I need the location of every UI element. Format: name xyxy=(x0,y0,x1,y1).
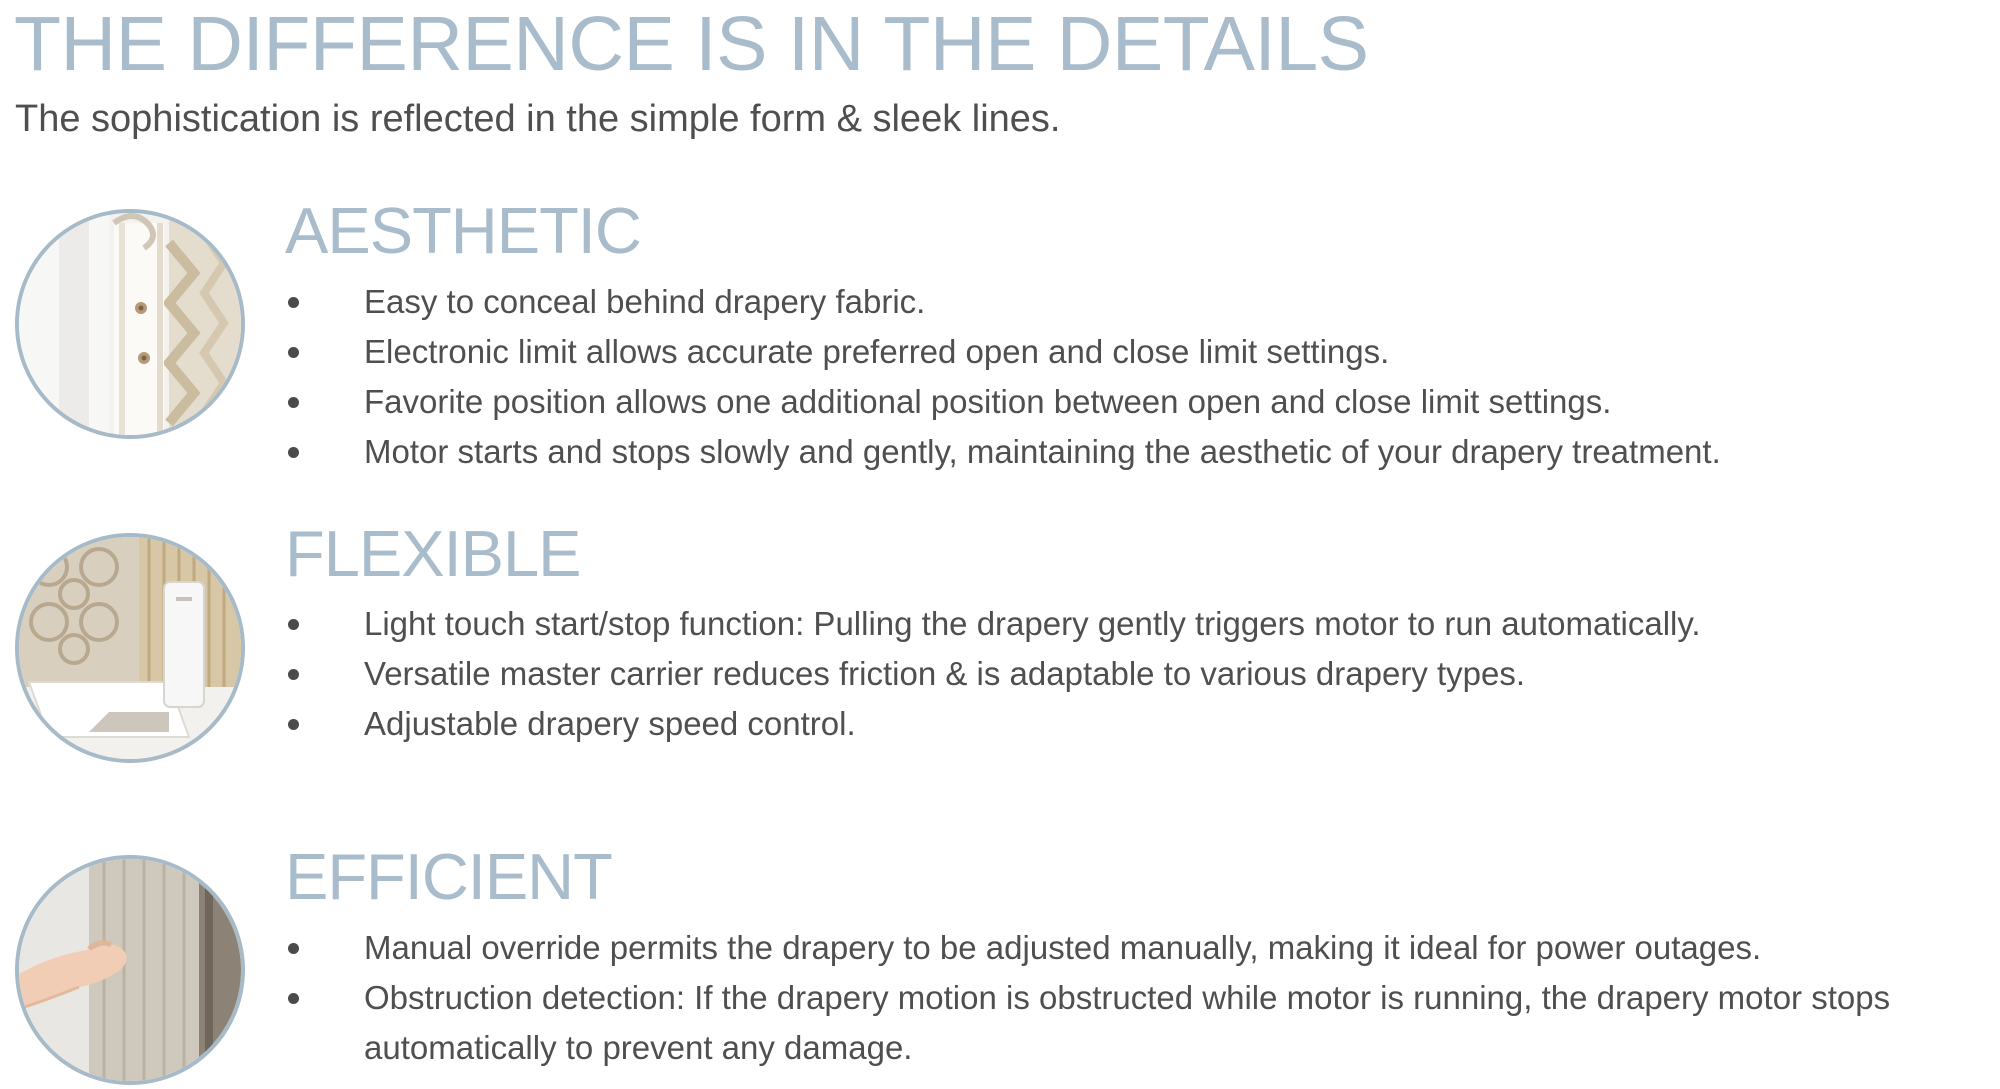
bullet-dot-icon xyxy=(288,993,299,1004)
bullet-dot-icon xyxy=(288,347,299,358)
bullet-dot-icon xyxy=(288,297,299,308)
bullet-dot-icon xyxy=(288,619,299,630)
aesthetic-bullet-list xyxy=(285,277,1984,477)
list-item xyxy=(285,327,1984,377)
list-item xyxy=(285,427,1984,477)
section-title-flexible: FLEXIBLE xyxy=(285,517,581,590)
list-item-text: Obstruction detection: If the drapery motion is obstructed while motor is running, the drapery motor stops automatically to prevent any damage. xyxy=(364,979,1891,1066)
list-item-text: Versatile master carrier reduces friction & is adaptable to various drapery types. xyxy=(364,655,1526,692)
list-item-text: Easy to conceal behind drapery fabric. xyxy=(364,283,926,320)
list-item xyxy=(285,649,1984,699)
bullet-dot-icon xyxy=(288,397,299,408)
list-item xyxy=(285,923,1984,973)
list-item xyxy=(285,973,1984,1073)
bullet-dot-icon xyxy=(288,669,299,680)
list-item xyxy=(285,277,1984,327)
bullet-dot-icon xyxy=(288,447,299,458)
efficient-bullet-list xyxy=(285,923,1984,1073)
list-item-text: Manual override permits the drapery to be adjusted manually, making it ideal for power outages. xyxy=(364,929,1762,966)
bullet-dot-icon xyxy=(288,943,299,954)
list-item-text: Adjustable drapery speed control. xyxy=(364,705,856,742)
flexible-bullet-list xyxy=(285,599,1984,749)
page-title: THE DIFFERENCE IS IN THE DETAILS xyxy=(14,1,1369,87)
list-item-text: Favorite position allows one additional position between open and close limit settings. xyxy=(364,383,1612,420)
section-title-aesthetic: AESTHETIC xyxy=(285,194,641,267)
page-subtitle: The sophistication is reflected in the simple form & sleek lines. xyxy=(15,98,1061,140)
section-title-efficient: EFFICIENT xyxy=(285,840,612,913)
curtain-hook-photo-icon xyxy=(15,209,245,439)
remote-control-photo-icon xyxy=(15,533,245,763)
list-item xyxy=(285,599,1984,649)
list-item-text: Light touch start/stop function: Pulling the drapery gently triggers motor to run automatically. xyxy=(364,605,1701,642)
hand-pulling-curtain-photo-icon xyxy=(15,855,245,1085)
list-item-text: Electronic limit allows accurate preferred open and close limit settings. xyxy=(364,333,1390,370)
list-item xyxy=(285,699,1984,749)
bullet-dot-icon xyxy=(288,719,299,730)
list-item-text: Motor starts and stops slowly and gently, maintaining the aesthetic of your drapery treatment. xyxy=(364,433,1721,470)
list-item xyxy=(285,377,1984,427)
